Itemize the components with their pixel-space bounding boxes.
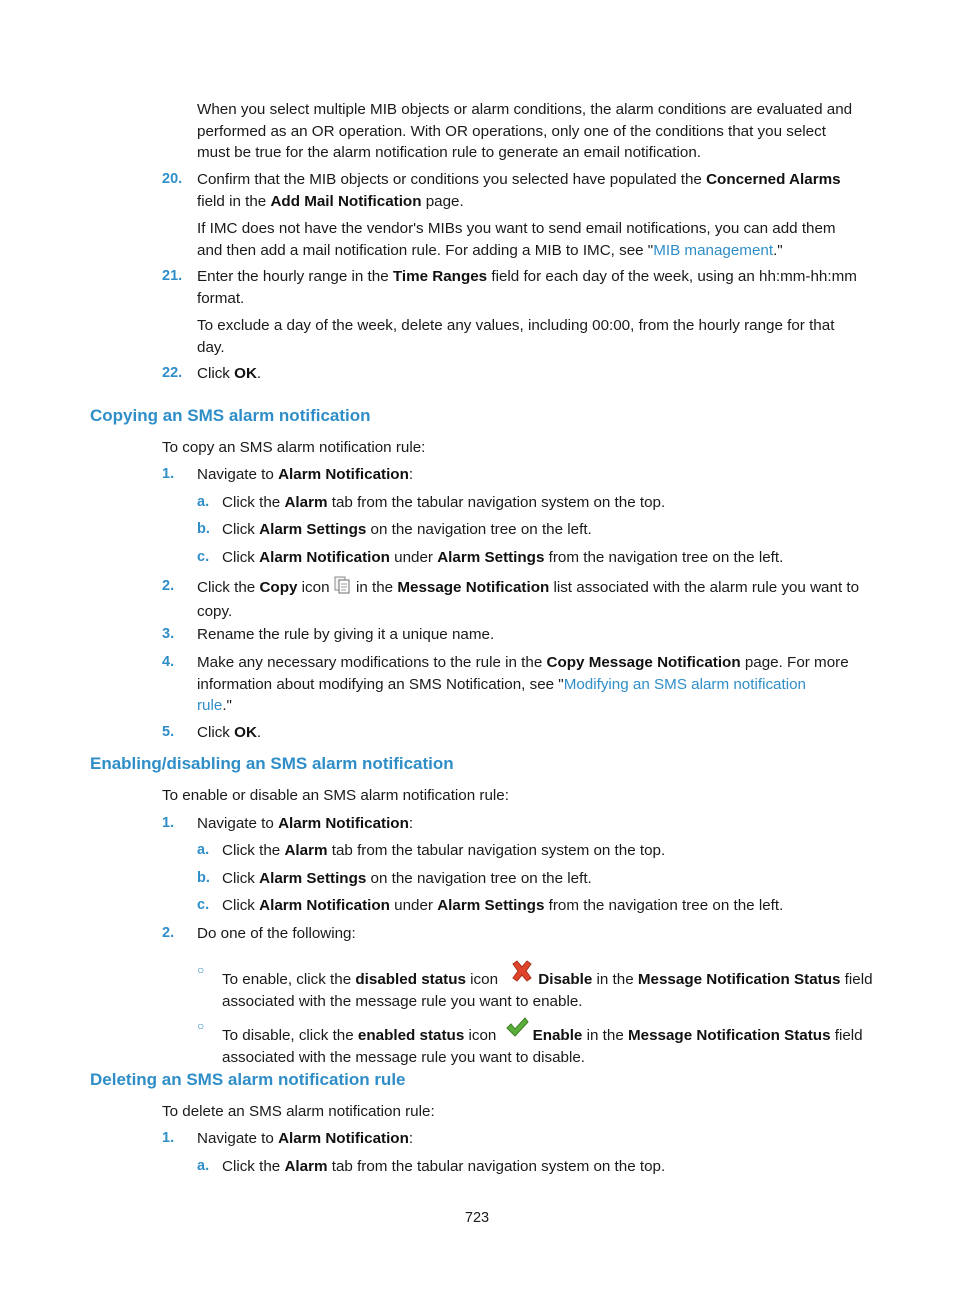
copy-substep-c: Click Alarm Notification under Alarm Settings from the navigation tree on the left. [222, 549, 784, 566]
delete-step-1-number: 1. [162, 1130, 175, 1146]
copy-substep-b-letter: b. [197, 521, 210, 537]
delete-intro: To delete an SMS alarm notification rule: [162, 1103, 435, 1120]
step-20-note: If IMC does not have the vendor's MIBs you want to send email notifications, you can add them and then add a mail notification rule. For adding a MIB to IMC, see "MIB management." [197, 220, 836, 259]
bullet-marker: ○ [197, 963, 205, 977]
enable-option-bullet: To enable, click the disabled status icon Disable in the Message Notification Status field associated with the message rule you want to enable. [222, 960, 867, 1012]
step-21-number: 21. [162, 268, 183, 284]
intro-line-3: must be true for the alarm notification rule to generate an email notification. [197, 144, 701, 161]
enable-substep-a: Click the Alarm tab from the tabular navigation system on the top. [222, 842, 666, 859]
bullet-marker: ○ [197, 1019, 205, 1033]
delete-substep-a: Click the Alarm tab from the tabular navigation system on the top. [222, 1158, 666, 1175]
section-heading-copying: Copying an SMS alarm notification [90, 406, 371, 425]
enable-substep-c-letter: c. [197, 897, 210, 913]
copy-step-2: Click the Copy icon in the Message Notification list associated with the alarm rule you want to copy. [197, 576, 867, 622]
step-22-text: Click OK. [197, 365, 262, 382]
disabled-status-icon[interactable] [510, 960, 534, 989]
page-number: 723 [464, 1210, 490, 1226]
enable-step-2-number: 2. [162, 925, 175, 941]
modifying-sms-link-continued[interactable]: rule [197, 697, 223, 714]
copy-substep-c-letter: c. [197, 549, 210, 565]
copy-intro: To copy an SMS alarm notification rule: [162, 439, 426, 456]
copy-icon[interactable] [334, 576, 350, 601]
concerned-alarms-term: Concerned Alarms [706, 171, 841, 188]
disable-option-bullet: To disable, click the enabled status icon Enable in the Message Notification Status field associated with the message rule you want to disable. [222, 1016, 867, 1068]
enable-step-1: Navigate to Alarm Notification: [197, 815, 414, 832]
intro-line-2: performed as an OR operation. With OR operations, only one of the conditions that you select [197, 122, 826, 140]
copy-step-3-number: 3. [162, 626, 175, 642]
step-20-number: 20. [162, 171, 183, 187]
copy-step-5: Click OK. [197, 724, 262, 741]
enable-substep-a-letter: a. [197, 842, 210, 858]
enable-intro: To enable or disable an SMS alarm notification rule: [162, 787, 509, 804]
copy-step-5-number: 5. [162, 724, 175, 740]
copy-step-2-number: 2. [162, 578, 175, 594]
intro-paragraph [197, 99, 867, 164]
add-mail-notification-term: Add Mail Notification [270, 192, 422, 210]
copy-step-3: Rename the rule by giving it a unique name. [197, 626, 495, 643]
copy-step-1: Navigate to Alarm Notification: [197, 466, 414, 483]
copy-substep-a-letter: a. [197, 494, 210, 510]
copy-step-1-number: 1. [162, 466, 175, 482]
enable-step-1-number: 1. [162, 815, 175, 831]
copy-step-4: Make any necessary modifications to the rule in the Copy Message Notification page. For more information about modifying an SMS Notification, see "Modifying an SMS alarm notification rule." [197, 654, 849, 714]
enable-substep-b: Click Alarm Settings on the navigation tree on the left. [222, 870, 592, 887]
mib-management-link[interactable]: MIB management [653, 241, 774, 259]
delete-step-1: Navigate to Alarm Notification: [197, 1130, 414, 1147]
step-22-number: 22. [162, 365, 183, 381]
intro-line-1: When you select multiple MIB objects or alarm conditions, the alarm conditions are evaluated and [197, 101, 853, 118]
step-21-note: To exclude a day of the week, delete any values, including 00:00, from the hourly range for that day. [197, 317, 835, 356]
section-heading-enabling: Enabling/disabling an SMS alarm notification [90, 754, 454, 773]
enable-substep-c: Click Alarm Notification under Alarm Settings from the navigation tree on the left. [222, 897, 784, 914]
copy-substep-a: Click the Alarm tab from the tabular navigation system on the top. [222, 494, 666, 511]
step-21-text: Enter the hourly range in the Time Ranges field for each day of the week, using an hh:mm-hh:mm format. [197, 268, 857, 307]
delete-substep-a-letter: a. [197, 1158, 210, 1174]
enable-substep-b-letter: b. [197, 870, 210, 886]
step-20-text: Confirm that the MIB objects or conditions you selected have populated the Concerned Alarms field in the Add Mail Notification page. [197, 171, 841, 210]
copy-substep-b: Click Alarm Settings on the navigation tree on the left. [222, 521, 592, 538]
section-heading-deleting: Deleting an SMS alarm notification rule [90, 1070, 406, 1089]
copy-step-4-number: 4. [162, 654, 175, 670]
modifying-sms-link[interactable]: Modifying an SMS alarm notification [563, 675, 806, 693]
enable-step-2: Do one of the following: [197, 925, 356, 942]
time-ranges-term: Time Ranges [392, 268, 488, 285]
enabled-status-icon[interactable] [505, 1016, 529, 1045]
